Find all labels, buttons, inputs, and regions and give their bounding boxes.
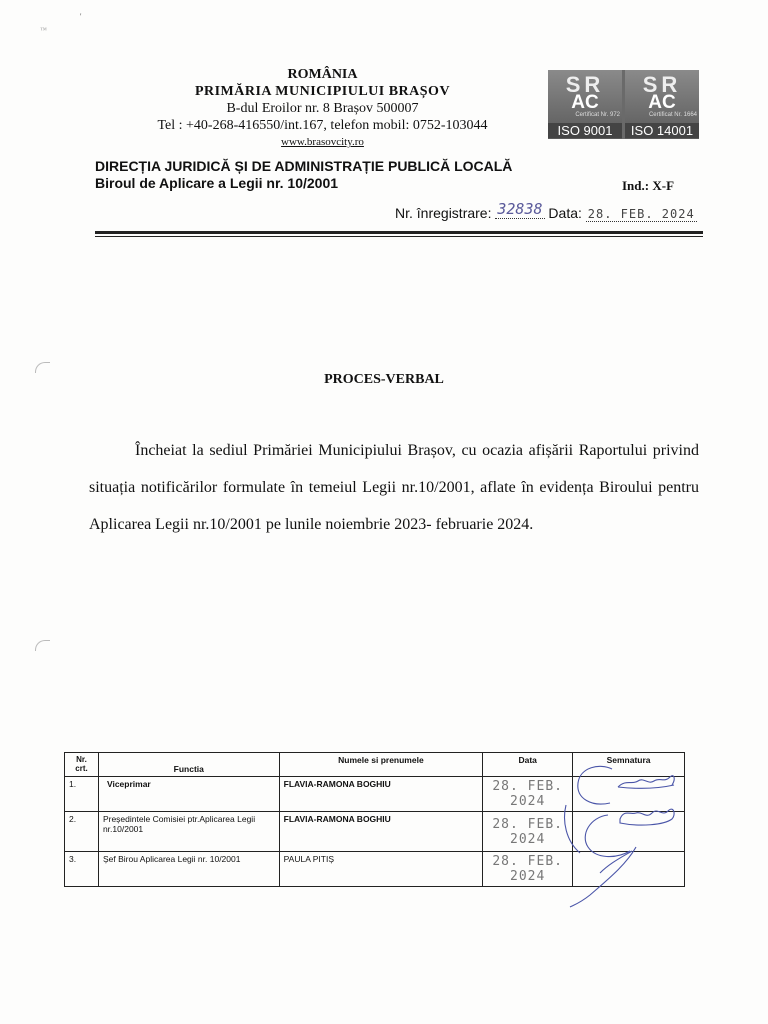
signature-stroke — [578, 766, 612, 804]
document-body: Încheiat la sediul Primăriei Municipiului Brașov, cu ocazia afișării Raportului privind situația notificărilor formulate în temeiul Legii nr.10/2001, aflate în evidența Biroului pentru Aplicarea Legii nr.10/2001 pe lunile noiembrie 2023- februarie 2024. — [89, 442, 699, 533]
handwritten-signatures — [540, 755, 700, 915]
registration-number-label: Nr. înregistrare: — [395, 205, 492, 221]
logo-sr-text: SR — [642, 72, 682, 97]
logo-cert-number: Certificat Nr. 972 — [575, 112, 620, 118]
row-nr: 2. — [65, 812, 99, 852]
country-name: ROMÂNIA — [287, 67, 358, 82]
address: B-dul Eroilor nr. 8 Brașov 500007 — [226, 101, 419, 116]
signature-stroke — [585, 815, 630, 857]
row-nr: 1. — [65, 777, 99, 812]
direction-name: DIRECȚIA JURIDICĂ ȘI DE ADMINISTRAȚIE PUBLICĂ LOCALĂ — [95, 158, 513, 174]
phone-line: Tel : +40-268-416550/int.167, telefon mobil: 0752-103044 — [157, 118, 488, 133]
logo-ac-text: AC — [648, 92, 676, 113]
office-name: Biroul de Aplicare a Legii nr. 10/2001 — [95, 175, 339, 191]
date-stamp: 28. FEB. 2024 — [492, 816, 563, 847]
scan-mark: ™ — [40, 26, 47, 34]
date-stamp: 28. FEB. 2024 — [492, 854, 563, 884]
row-name: FLAVIA-RAMONA BOGHIU — [279, 777, 483, 812]
signature-stroke — [565, 805, 580, 853]
letterhead — [100, 66, 545, 151]
row-function: Șef Birou Aplicarea Legii nr. 10/2001 — [98, 852, 279, 887]
header-divider-thin — [95, 236, 703, 237]
logo-sr-text: SR — [565, 72, 605, 97]
certification-logos — [548, 70, 699, 139]
row-name: FLAVIA-RAMONA BOGHIU — [279, 812, 483, 852]
iso-14001-logo — [625, 70, 699, 139]
registration-date-value: 28. FEB. 2024 — [587, 207, 695, 221]
signature-stroke — [600, 851, 632, 873]
row-nr: 3. — [65, 852, 99, 887]
registration-number-value: 32838 — [497, 200, 543, 218]
signature-stroke — [618, 776, 674, 787]
logo-ac-text: AC — [571, 92, 599, 113]
row-function: Viceprimar — [98, 777, 279, 812]
document-title: PROCES-VERBAL — [324, 372, 444, 387]
document-index: Ind.: X-F — [622, 178, 675, 193]
row-function: Președintele Comisiei ptr.Aplicarea Legii nr.10/2001 — [98, 812, 279, 852]
scan-mark: ' — [80, 12, 82, 21]
header-nr: Nr. crt. — [65, 753, 99, 777]
header-date: Data — [483, 753, 573, 777]
header-signature: Semnatura — [573, 753, 685, 777]
header-name: Numele si prenumele — [279, 753, 483, 777]
signature-stroke — [620, 809, 674, 825]
registration-date-label: Data: — [548, 205, 582, 221]
institution-name: PRIMĂRIA MUNICIPIULUI BRAȘOV — [194, 84, 451, 99]
registration-line — [395, 200, 697, 222]
header-function: Functia — [98, 753, 279, 777]
website-link: www.brasovcity.ro — [281, 136, 364, 148]
logo-iso-standard: ISO 14001 — [625, 123, 699, 138]
logo-iso-standard: ISO 9001 — [548, 123, 622, 138]
hole-punch-mark — [35, 640, 50, 651]
iso-9001-logo — [548, 70, 622, 139]
row-name: PAULA PITIȘ — [279, 852, 483, 887]
header-divider — [95, 231, 703, 234]
signature-stroke — [618, 785, 674, 788]
date-stamp: 28. FEB. 2024 — [492, 779, 563, 809]
logo-cert-number: Certificat Nr. 1664 — [648, 112, 697, 118]
